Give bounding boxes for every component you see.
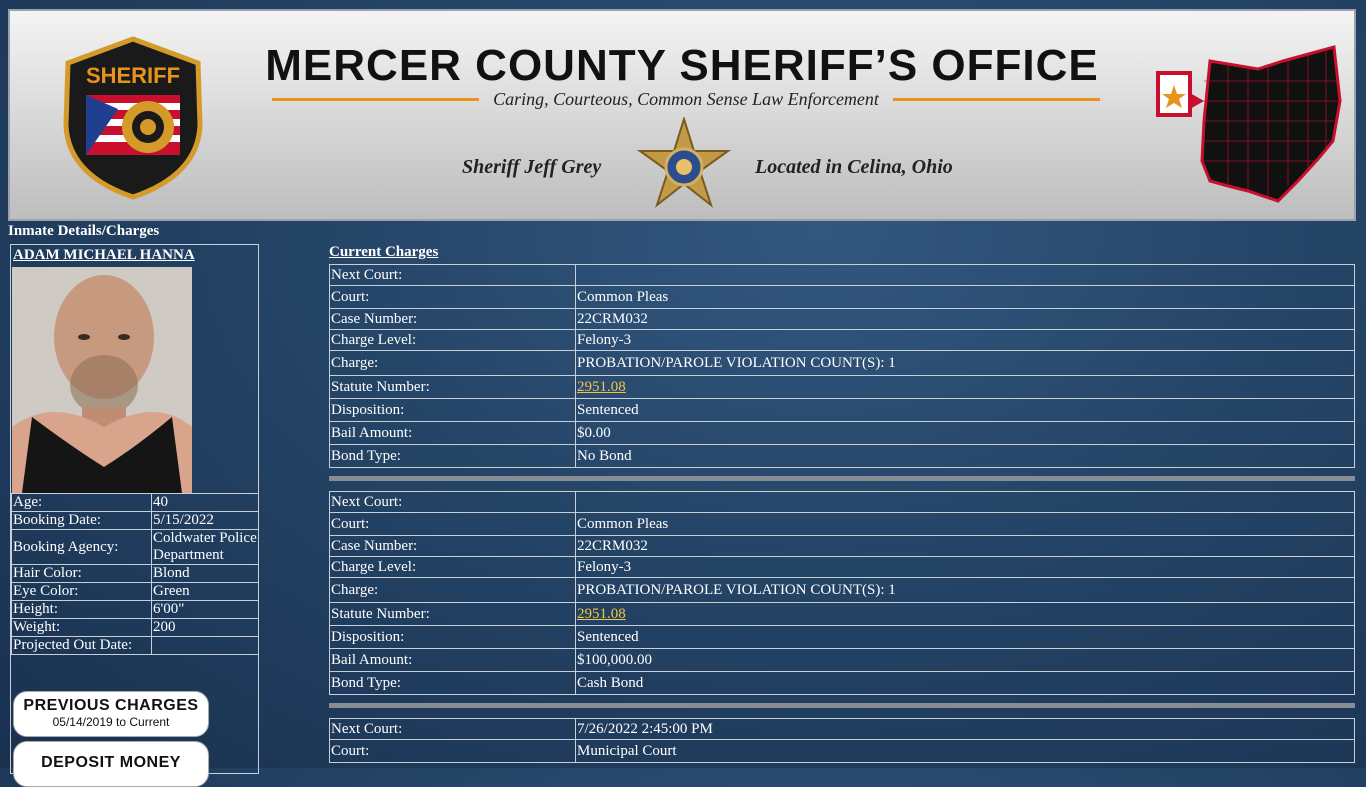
statute-link[interactable]: 2951.08 — [577, 606, 626, 622]
inmate-info-row — [12, 583, 259, 601]
charge-label: Disposition: — [330, 399, 576, 422]
page-title: MERCER COUNTY SHERIFF’S OFFICE — [265, 41, 1099, 90]
charge-row-disposition — [330, 399, 1355, 422]
charge-row-case-number — [330, 536, 1355, 557]
badge-text: SHERIFF — [85, 63, 181, 88]
charge-label: Charge Level: — [330, 557, 576, 578]
deposit-money-label: DEPOSIT MONEY — [41, 754, 181, 771]
charge-value — [576, 376, 1355, 399]
charge-row-statute-number — [330, 603, 1355, 626]
charge-table — [329, 264, 1355, 468]
charge-value: Common Pleas — [576, 286, 1355, 309]
charge-row-charge-level — [330, 330, 1355, 351]
info-label: Age: — [12, 494, 152, 512]
inmate-photo — [12, 267, 192, 493]
info-label: Projected Out Date: — [12, 637, 152, 655]
charge-value: $100,000.00 — [576, 649, 1355, 672]
info-value — [152, 637, 259, 655]
inmate-info-row — [12, 512, 259, 530]
info-label: Weight: — [12, 619, 152, 637]
tagline: Caring, Courteous, Common Sense Law Enforcement — [493, 89, 879, 109]
inmate-info-table — [11, 493, 259, 655]
inmate-info-row — [12, 619, 259, 637]
previous-charges-button[interactable] — [13, 691, 209, 737]
charge-row-bail-amount — [330, 422, 1355, 445]
charge-row-next-court — [330, 492, 1355, 513]
charge-value: Felony-3 — [576, 330, 1355, 351]
charge-row-court — [330, 513, 1355, 536]
charge-table — [329, 718, 1355, 763]
info-value: Blond — [152, 565, 259, 583]
info-value: 200 — [152, 619, 259, 637]
charge-label: Bond Type: — [330, 445, 576, 468]
charge-row-bail-amount — [330, 649, 1355, 672]
charge-label: Bail Amount: — [330, 649, 576, 672]
charge-value: PROBATION/PAROLE VIOLATION COUNT(S): 1 — [576, 351, 1355, 376]
charge-value: Sentenced — [576, 399, 1355, 422]
location: Located in Celina, Ohio — [755, 156, 953, 178]
charge-label: Case Number: — [330, 309, 576, 330]
charge-label: Next Court: — [330, 719, 576, 740]
charge-value: No Bond — [576, 445, 1355, 468]
charge-label: Court: — [330, 286, 576, 309]
info-value: 6'00" — [152, 601, 259, 619]
charge-row-court — [330, 740, 1355, 763]
info-label: Eye Color: — [12, 583, 152, 601]
charge-label: Bond Type: — [330, 672, 576, 695]
charge-row-charge-level — [330, 557, 1355, 578]
info-label: Hair Color: — [12, 565, 152, 583]
inmate-panel — [10, 244, 259, 774]
charge-value: Common Pleas — [576, 513, 1355, 536]
previous-charges-range: 05/14/2019 to Current — [52, 715, 170, 729]
info-label: Booking Date: — [12, 512, 152, 530]
charge-label: Court: — [330, 513, 576, 536]
charge-table — [329, 491, 1355, 695]
mugshot-image — [12, 267, 192, 493]
charge-separator — [329, 476, 1355, 481]
divider — [272, 98, 479, 101]
charge-label: Next Court: — [330, 492, 576, 513]
charge-value: 22CRM032 — [576, 536, 1355, 557]
inmate-info-row — [12, 530, 259, 565]
charge-value: Municipal Court — [576, 740, 1355, 763]
charge-value: Cash Bond — [576, 672, 1355, 695]
charge-row-court — [330, 286, 1355, 309]
charge-row-charge — [330, 351, 1355, 376]
charge-label: Charge Level: — [330, 330, 576, 351]
charge-row-statute-number — [330, 376, 1355, 399]
info-label: Height: — [12, 601, 152, 619]
statute-link[interactable]: 2951.08 — [577, 379, 626, 395]
previous-charges-label: PREVIOUS CHARGES — [23, 697, 199, 714]
charge-value: 22CRM032 — [576, 309, 1355, 330]
ohio-county-map-icon — [1148, 41, 1344, 203]
charge-label: Court: — [330, 740, 576, 763]
charge-value: Felony-3 — [576, 557, 1355, 578]
charges-list — [329, 264, 1355, 763]
charge-row-case-number — [330, 309, 1355, 330]
charge-row-bond-type — [330, 445, 1355, 468]
charge-row-next-court — [330, 265, 1355, 286]
charge-value — [576, 265, 1355, 286]
section-heading: Inmate Details/Charges — [8, 223, 160, 239]
info-value: Coldwater Police Department — [153, 530, 257, 563]
charge-row-disposition — [330, 626, 1355, 649]
charge-value — [576, 492, 1355, 513]
charge-row-bond-type — [330, 672, 1355, 695]
charge-value: PROBATION/PAROLE VIOLATION COUNT(S): 1 — [576, 578, 1355, 603]
inmate-info-row — [12, 565, 259, 583]
charge-separator — [329, 703, 1355, 708]
charge-row-charge — [330, 578, 1355, 603]
charge-value: $0.00 — [576, 422, 1355, 445]
info-label: Booking Agency: — [12, 530, 152, 565]
charge-label: Charge: — [330, 351, 576, 376]
divider — [893, 98, 1100, 101]
charge-value: Sentenced — [576, 626, 1355, 649]
inmate-info-row — [12, 494, 259, 512]
inmate-info-row — [12, 637, 259, 655]
charge-label: Charge: — [330, 578, 576, 603]
info-value: 40 — [152, 494, 259, 512]
charge-label: Case Number: — [330, 536, 576, 557]
charge-label: Statute Number: — [330, 376, 576, 399]
inmate-name-link[interactable]: ADAM MICHAEL HANNA — [13, 247, 195, 263]
charge-value: 7/26/2022 2:45:00 PM — [576, 719, 1355, 740]
inmate-info-row — [12, 601, 259, 619]
current-charges-title: Current Charges — [329, 244, 439, 260]
charge-label: Disposition: — [330, 626, 576, 649]
charge-label: Statute Number: — [330, 603, 576, 626]
charge-row-next-court — [330, 719, 1355, 740]
charge-label: Bail Amount: — [330, 422, 576, 445]
tagline-row — [272, 89, 1100, 110]
info-value: 5/15/2022 — [152, 512, 259, 530]
star-seal-icon — [636, 117, 732, 213]
info-value: Green — [152, 583, 259, 601]
charge-label: Next Court: — [330, 265, 576, 286]
charge-value — [576, 603, 1355, 626]
sheriff-name: Sheriff Jeff Grey — [462, 156, 602, 178]
header-banner — [8, 9, 1356, 221]
deposit-money-button[interactable] — [13, 741, 209, 787]
